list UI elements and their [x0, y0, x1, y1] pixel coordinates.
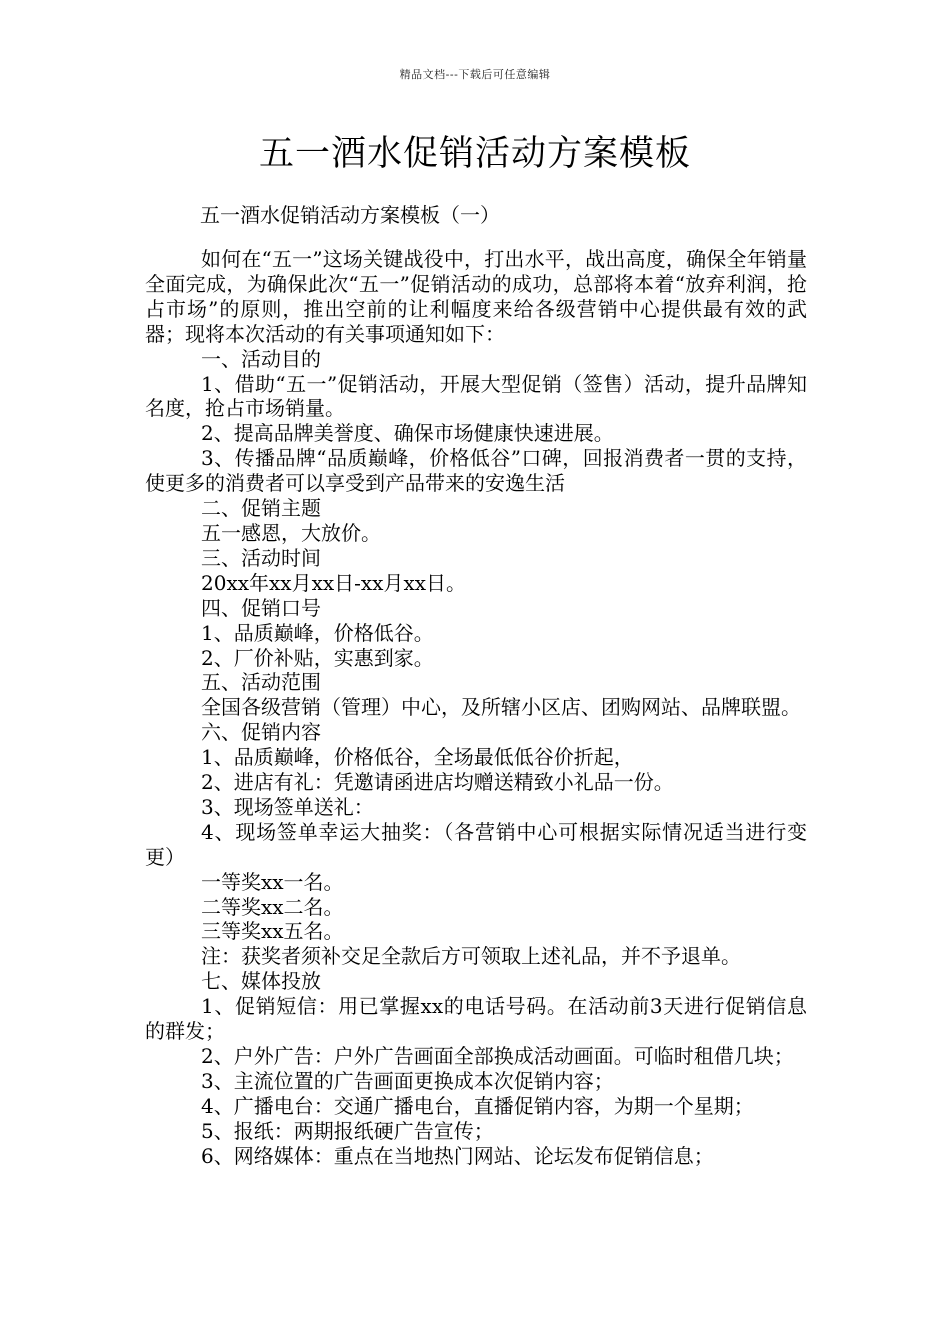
body-paragraph: 1、促销短信：用已掌握xx的电话号码。在活动前3天进行促销信息的群发； [145, 994, 807, 1044]
body-paragraph: 4、广播电台：交通广播电台，直播促销内容，为期一个星期； [201, 1093, 754, 1118]
body-paragraph: 1、品质巅峰，价格低谷。 [201, 620, 434, 645]
body-paragraph: 2、户外广告：户外广告画面全部换成活动画面。可临时租借几块； [201, 1044, 794, 1068]
body-paragraph: 注：获奖者须补交足全款后方可领取上述礼品，并不予退单。 [201, 944, 741, 969]
body-paragraph: 3、传播品牌“品质巅峰，价格低谷”口碑，回报消费者一贯的支持，使更多的消费者可以享受到产品带来的安逸生活 [145, 446, 807, 496]
document-title: 五一酒水促销活动方案模板 [258, 134, 691, 174]
section-heading: 五、活动范围 [201, 670, 321, 695]
section-heading: 六、促销内容 [201, 720, 321, 745]
document-body [145, 247, 807, 1169]
body-paragraph: 3、主流位置的广告画面更换成本次促销内容； [201, 1068, 614, 1093]
body-paragraph: 20xx年xx月xx日-xx月xx日。 [201, 570, 466, 595]
header-note: 精品文档---下载后可任意编辑 [399, 68, 551, 81]
body-paragraph: 4、现场签单幸运大抽奖：（各营销中心可根据实际情况适当进行变更） [145, 819, 807, 869]
section-heading: 七、媒体投放 [201, 969, 321, 994]
body-paragraph: 三等奖xx五名。 [201, 919, 344, 944]
body-paragraph: 全国各级营销（管理）中心，及所辖小区店、团购网站、品牌联盟。 [201, 695, 801, 720]
intro-paragraph: 如何在“五一”这场关键战役中，打出水平，战出高度，确保全年销量全面完成，为确保此次“五一”促销活动的成功，总部将本着“放弃利润，抢占市场”的原则，推出空前的让利幅度来给各级营销中心提供最有效的武器；现将本次活动的有关事项通知如下： [145, 247, 807, 346]
body-paragraph: 二等奖xx二名。 [201, 894, 344, 919]
body-paragraph: 3、现场签单送礼： [201, 794, 374, 819]
section-heading: 二、促销主题 [201, 496, 321, 521]
body-paragraph: 2、进店有礼：凭邀请函进店均赠送精致小礼品一份。 [201, 770, 674, 795]
body-paragraph: 2、厂价补贴，实惠到家。 [201, 645, 434, 670]
body-paragraph: 1、品质巅峰，价格低谷，全场最低低谷价折起， [201, 745, 634, 770]
body-paragraph: 5、报纸：两期报纸硬广告宣传； [201, 1118, 494, 1143]
section-heading: 三、活动时间 [201, 545, 321, 570]
body-paragraph: 五一感恩，大放价。 [201, 520, 381, 545]
document-subtitle: 五一酒水促销活动方案模板（一） [200, 203, 500, 227]
body-paragraph: 一等奖xx一名。 [201, 869, 344, 894]
body-paragraph: 6、网络媒体：重点在当地热门网站、论坛发布促销信息； [201, 1143, 714, 1168]
body-paragraph: 1、借助“五一”促销活动，开展大型促销（签售）活动，提升品牌知名度，抢占市场销量。 [145, 371, 807, 421]
section-heading: 四、促销口号 [201, 595, 321, 620]
body-paragraph: 2、提高品牌美誉度、确保市场健康快速进展。 [201, 421, 614, 446]
section-heading: 一、活动目的 [201, 346, 321, 371]
